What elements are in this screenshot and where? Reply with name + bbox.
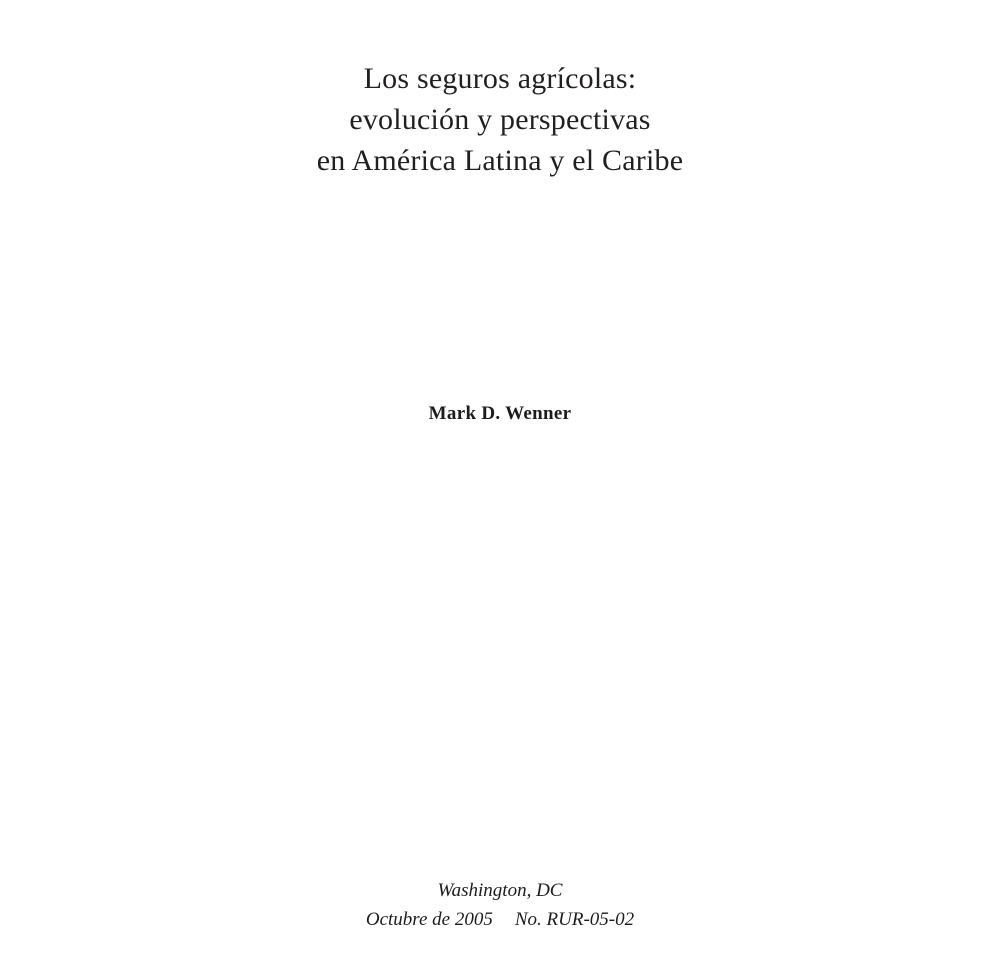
document-title: [0, 58, 1000, 181]
author-block: [0, 403, 1000, 425]
publication-number: No. RUR-05-02: [514, 909, 635, 930]
author-name: Mark D. Wenner: [428, 403, 572, 424]
publication-footer: [0, 876, 1000, 934]
publication-place: Washington, DC: [437, 880, 563, 901]
publication-date: Octubre de 2005: [365, 909, 493, 930]
title-line-3: en América Latina y el Caribe: [316, 144, 684, 177]
title-line-2: evolución y perspectivas: [349, 103, 651, 136]
title-line-1: Los seguros agrícolas:: [363, 62, 637, 95]
publication-date-and-number: [0, 905, 1000, 934]
